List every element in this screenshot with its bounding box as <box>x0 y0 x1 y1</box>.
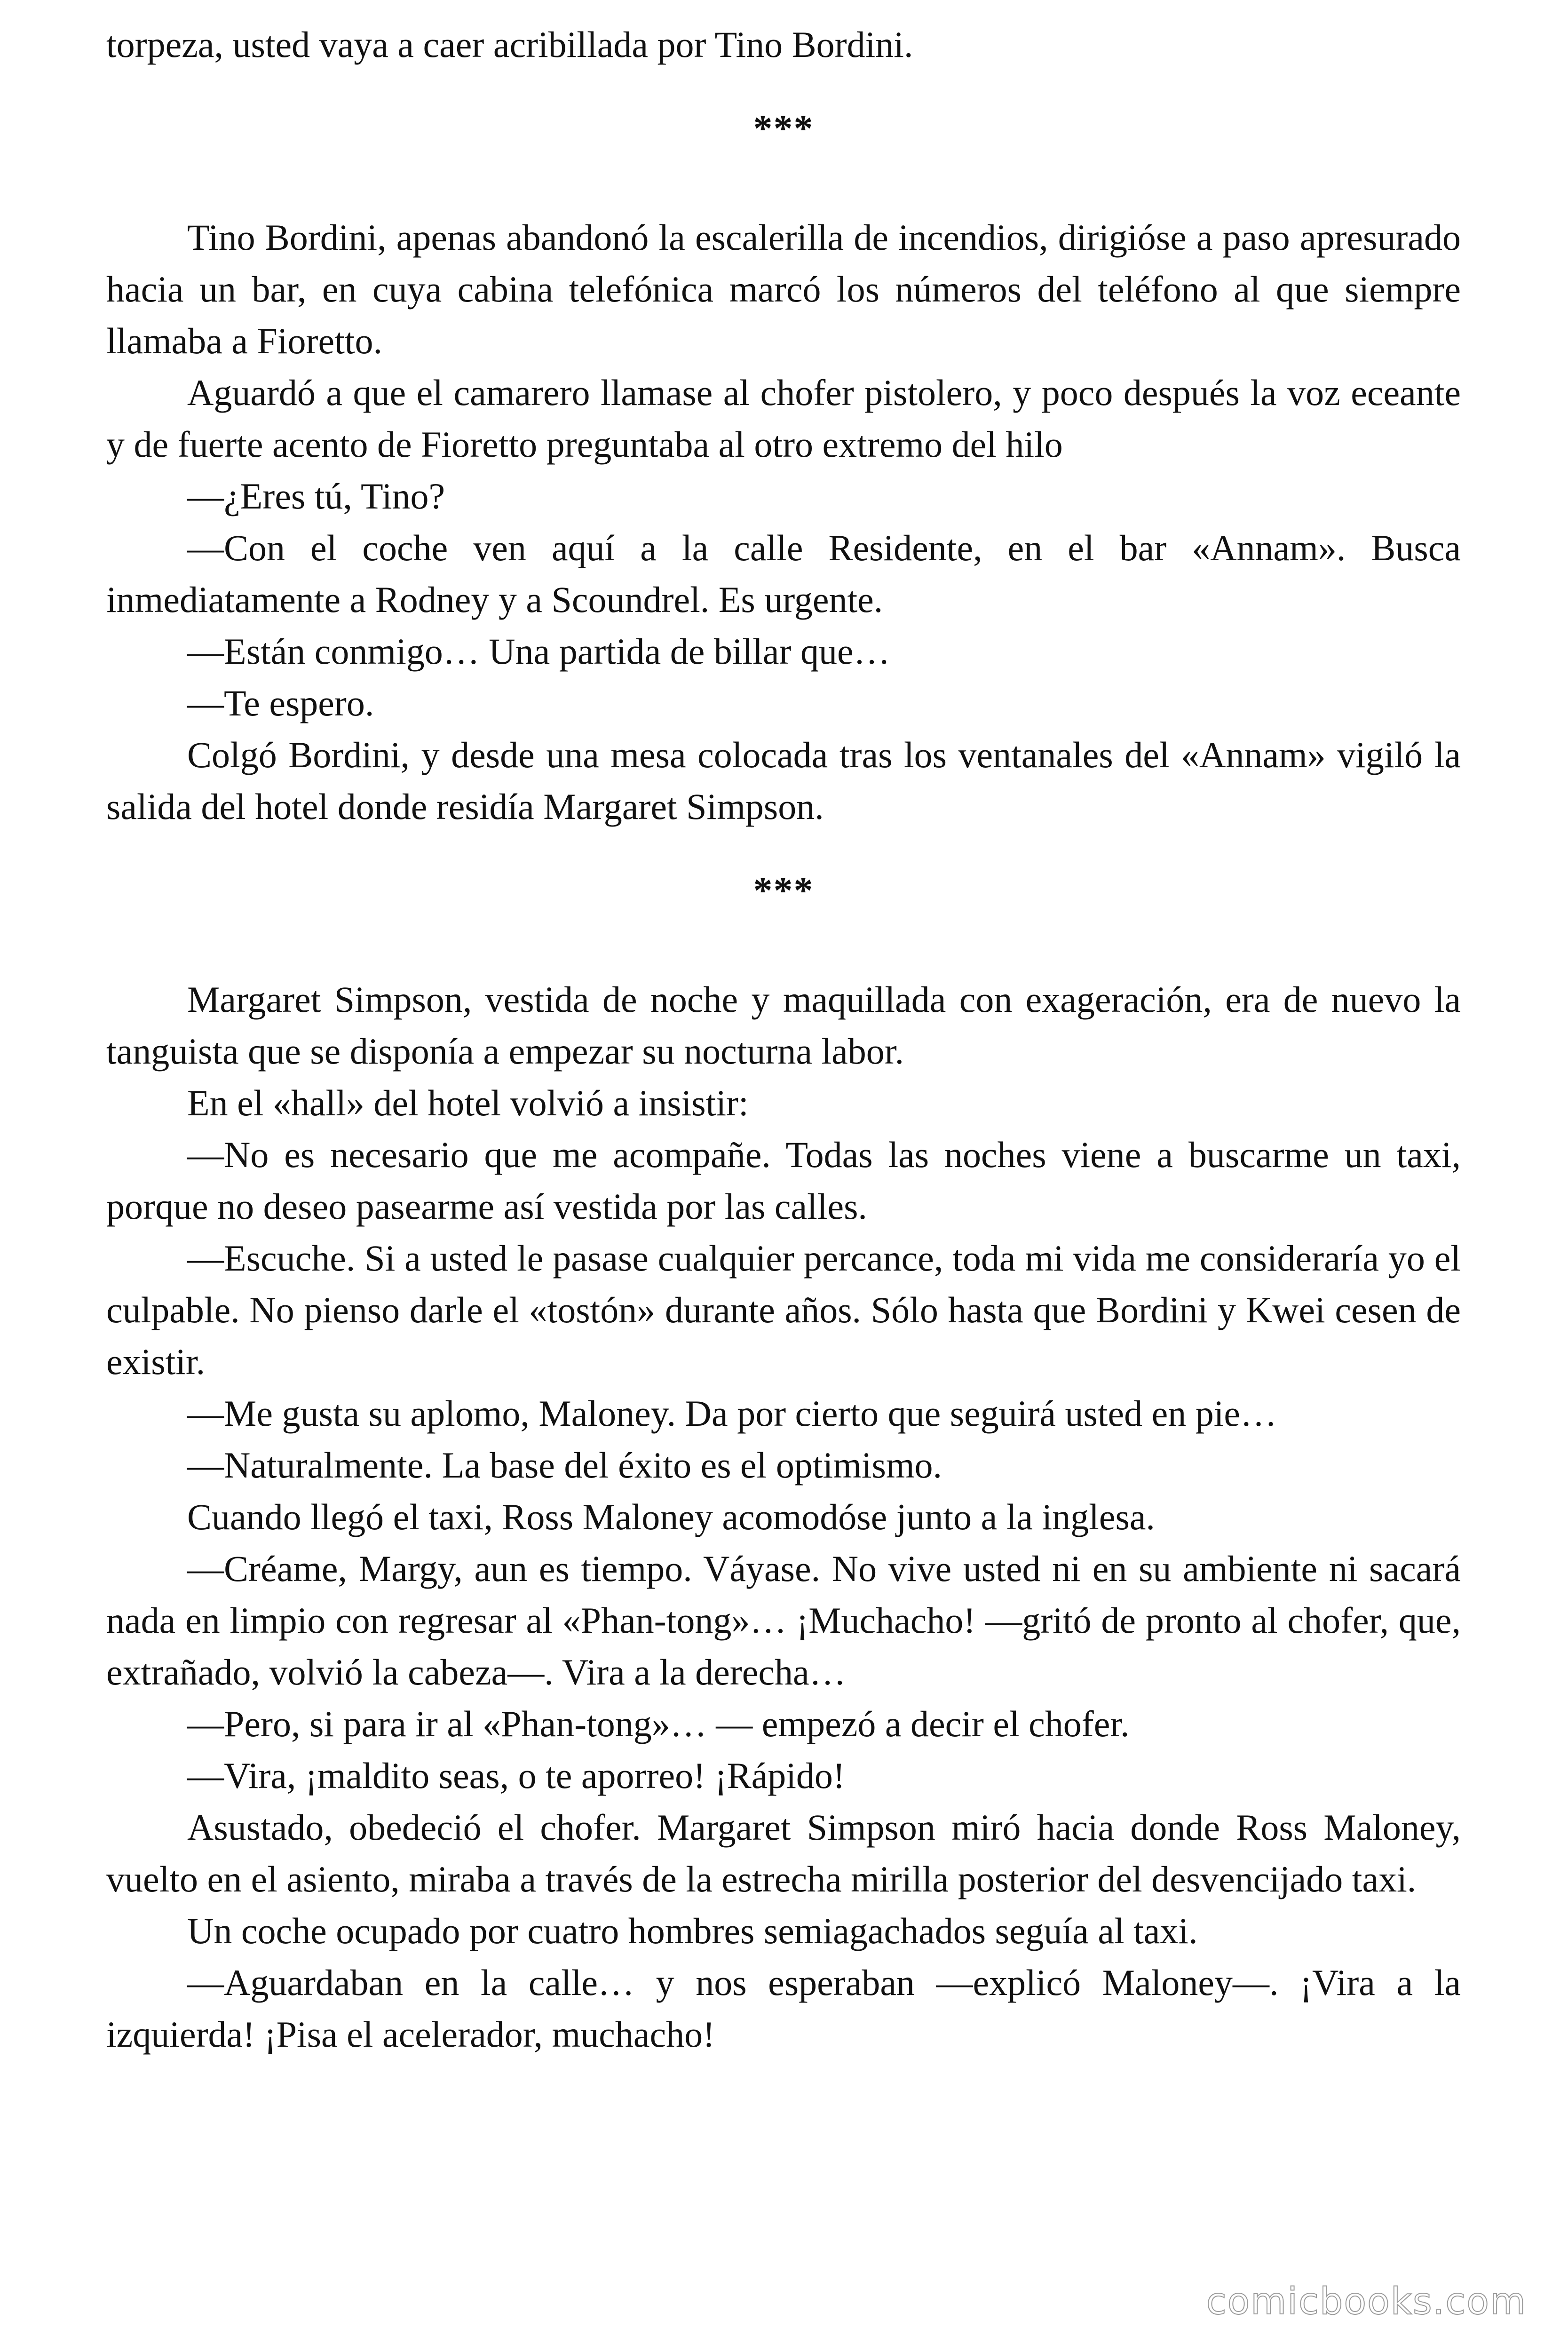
dialogue-line: —No es necesario que me acompañe. Todas las noches viene a buscarme un taxi, porque no deseo pasearme así vestida por las calles. <box>106 1134 1461 1227</box>
paragraph: Un coche ocupado por cuatro hombres semiagachados seguía al taxi. <box>187 1910 1198 1951</box>
section-separator: *** <box>753 107 814 150</box>
dialogue-line: —Aguardaban en la calle… y nos esperaban —explicó Maloney—. ¡Vira a la izquierda! ¡Pisa el acelerador, muchacho! <box>106 1962 1461 2055</box>
paragraph: Colgó Bordini, y desde una mesa colocada tras los ventanales del «Annam» vigiló la salida del hotel donde residía Margaret Simpson. <box>106 734 1461 827</box>
dialogue-line: —Naturalmente. La base del éxito es el optimismo. <box>187 1445 942 1486</box>
paragraph-continuation: torpeza, usted vaya a caer acribillada por Tino Bordini. <box>106 24 913 65</box>
dialogue-line: —Créame, Margy, aun es tiempo. Váyase. No vive usted ni en su ambiente ni sacará nada en limpio con regresar al «Phan-tong»… ¡Muchacho! —gritó de pronto al chofer, que, extrañado, volvió la cabeza—. Vira a la derecha… <box>106 1548 1461 1692</box>
dialogue-line: —Pero, si para ir al «Phan-tong»… — empezó a decir el chofer. <box>187 1703 1130 1744</box>
dialogue-line: —Te espero. <box>187 683 374 723</box>
dialogue-line: —Vira, ¡maldito seas, o te aporreo! ¡Rápido! <box>187 1755 845 1796</box>
paragraph: Asustado, obedeció el chofer. Margaret Simpson miró hacia donde Ross Maloney, vuelto en el asiento, miraba a través de la estrecha mirilla posterior del desvencijado taxi. <box>106 1807 1461 1899</box>
book-page <box>106 19 1461 2060</box>
paragraph: En el «hall» del hotel volvió a insistir: <box>187 1082 749 1123</box>
dialogue-line: —Están conmigo… Una partida de billar que… <box>187 631 890 672</box>
section-separator: *** <box>753 869 814 912</box>
dialogue-line: —Me gusta su aplomo, Maloney. Da por cierto que seguirá usted en pie… <box>187 1393 1277 1434</box>
paragraph: Cuando llegó el taxi, Ross Maloney acomodóse junto a la inglesa. <box>187 1496 1155 1537</box>
paragraph: Tino Bordini, apenas abandonó la escalerilla de incendios, dirigióse a paso apresurado hacia un bar, en cuya cabina telefónica marcó los números del teléfono al que siempre llamaba a Fioretto. <box>106 217 1461 361</box>
dialogue-line: —¿Eres tú, Tino? <box>187 476 445 516</box>
dialogue-line: —Con el coche ven aquí a la calle Residente, en el bar «Annam». Busca inmediatamente a Rodney y a Scoundrel. Es urgente. <box>106 527 1461 620</box>
dialogue-line: —Escuche. Si a usted le pasase cualquier percance, toda mi vida me consideraría yo el culpable. No pienso darle el «tostón» durante años. Sólo hasta que Bordini y Kwei cesen de existir. <box>106 1238 1461 1382</box>
watermark: comicbooks.com <box>1206 2280 1527 2323</box>
paragraph: Aguardó a que el camarero llamase al chofer pistolero, y poco después la voz eceante y de fuerte acento de Fioretto preguntaba al otro extremo del hilo <box>106 372 1461 465</box>
paragraph: Margaret Simpson, vestida de noche y maquillada con exageración, era de nuevo la tanguista que se disponía a empezar su nocturna labor. <box>106 979 1461 1072</box>
